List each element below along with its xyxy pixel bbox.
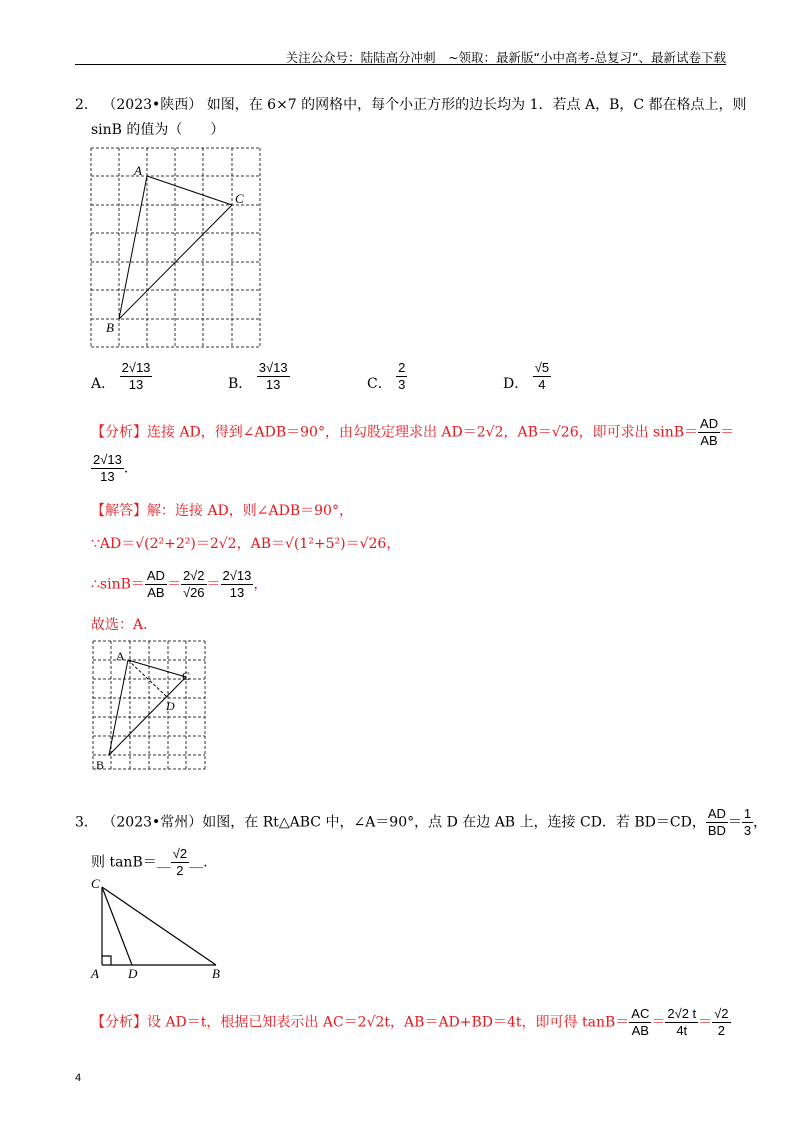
q3-analysis-f1-den: AB [631,1023,649,1038]
q3-label-d: D [128,966,138,981]
q2-option-b [228,360,290,393]
q2-solution-label-a: A [116,649,125,663]
q2-analysis-tag: 【分析】 [91,424,147,441]
q2-analysis-frac2 [91,452,124,485]
q2-number: 2． [75,97,98,113]
q2-solution-label-b: B [96,758,105,772]
q2-option-c-letter: C． [367,376,392,392]
q2-option-b-letter: B． [228,376,253,392]
q3-analysis-f2 [665,1006,698,1039]
q2-option-d [503,360,551,393]
q2-analysis-cont [91,452,128,485]
q3-analysis: 【分析】设 AD＝t，根据已知表示出 AC＝2√2t，AB＝AD+BD＝4t，即可得 tanB＝ $\frac{AC}{AB}$ ＝ $\frac{2√2 t}{4t}$ ＝ $\frac{√2}{2}$ [91,1006,729,1038]
q2-option-c-value [396,360,407,393]
q2-stem-line1 [75,96,747,114]
q3-analysis-f2-num: 2√2 t [667,1006,697,1021]
q3-analysis-text: 设 AD＝t，根据已知表示出 AC＝2√2t，AB＝AD+BD＝4t，即可得 tanB＝ [147,1014,630,1031]
q3-given-end: ， [753,814,768,831]
q2-label-b: B [106,320,114,335]
q2-analysis-eq: ＝ [720,424,735,441]
q2-answer: 故选：A． [91,617,158,633]
q3-analysis-f1 [629,1006,651,1039]
q2-analysis-end: . [123,460,129,477]
q2-solution-f1 [145,568,167,601]
q3-label-c: C [91,876,100,891]
q2-solution-sinb: ∴sinB＝ [91,576,145,593]
q2-solution-f1-num: AD [146,568,165,583]
header-divider [75,64,726,65]
q2-stem: 如图，在 6×7 的网格中，每个小正方形的边长均为 1．若点 A，B，C 都在格点上，则 [206,97,747,113]
q3-analysis-f3-num: √2 [714,1006,729,1021]
q3-ask-post: ＿. [189,854,208,871]
q3-answer-den: 2 [176,863,184,878]
q2-solution-line3: ∴sinB＝ $\frac{AD}{AB}$ ＝ $\frac{2√2}{√26}$ ＝ $\frac{2√13}{13}$ ， [91,568,268,600]
q3-analysis-f2-den: 4t [676,1023,688,1038]
q2-analysis-frac1 [698,416,720,449]
q3-label-b: B [212,966,220,981]
q2-solution-figure [90,638,212,774]
q2-analysis-frac1-num: AD [700,416,719,431]
q2-solution-label-c: C [182,669,191,683]
page-number: 4 [75,1072,82,1084]
q2-triangle [119,176,232,319]
q2-option-a-letter: A． [91,376,116,392]
q2-option-b-value [257,360,290,393]
q2-source: （2023•陕西） [102,97,203,113]
q2-analysis-frac2-num: 2√13 [93,452,122,467]
q2-analysis-text: 连接 AD，得到∠ADB＝90°，由勾股定理求出 AD＝2√2，AB＝√26，即可求出 sinB＝ [147,424,699,441]
q2-solution-f3-den: 13 [229,585,245,600]
q3-answer-num: √2 [172,846,188,861]
q2-grid-figure [88,145,268,355]
q2-option-a-value [120,360,153,393]
q2-label-a: A [134,163,142,178]
q2-solution-line2: ∵AD＝√(2²+2²)＝2√2，AB＝√(1²+5²)＝√26， [91,536,401,552]
q2-stem-line2: sinB 的值为（ ） [91,122,225,138]
q2-grid-lines [91,148,260,347]
q2-option-b-den: 13 [265,377,281,392]
q3-triangle [102,887,216,965]
q3-given-frac-den: BD [707,823,726,838]
q2-solution-f2-den: √26 [182,585,205,600]
q2-option-a-num: 2√13 [121,360,151,375]
q2-solution-f2 [181,568,207,601]
q2-analysis-frac1-den: AB [700,433,718,448]
q2-option-d-den: 4 [538,377,546,392]
q2-solution-label-d: D [166,699,175,713]
q2-solution-f2-num: 2√2 [182,568,205,583]
q3-given-val-num: 1 [743,806,752,821]
q2-analysis [91,416,734,449]
q2-option-c-num: 2 [398,360,406,375]
q3-given-frac-num: AD [707,806,726,821]
q2-solution-f3 [221,568,254,601]
q2-option-a [91,360,152,393]
q2-solution-tag: 【解答】 [91,503,147,519]
q2-solution-f1-den: AB [147,585,165,600]
q3-analysis-tag: 【分析】 [91,1014,147,1031]
q3-analysis-f3-den: 2 [717,1023,725,1038]
q3-stem [75,806,767,839]
q3-source: （2023•常州） [102,814,203,831]
q2-option-a-den: 13 [128,377,144,392]
q3-ask-pre: 则 tanB＝＿ [91,854,171,871]
q3-analysis-f3 [712,1006,730,1039]
q2-option-c-den: 3 [398,377,406,392]
q2-option-c [367,360,407,393]
q2-solution-text: 解：连接 AD，则∠ADB＝90°， [147,503,353,519]
page-header: 关注公众号：陆陆高分冲刺 ~领取：最新版“小中高考-总复习”、最新试卷下载 [285,50,726,65]
q2-option-b-num: 3√13 [258,360,288,375]
q2-solution-line1 [91,502,353,520]
q2-option-d-letter: D． [503,376,529,392]
q2-option-d-num: √5 [534,360,550,375]
q2-solution-f3-num: 2√13 [222,568,252,583]
q3-stem-text: 如图，在 Rt△ABC 中，∠A＝90°，点 D 在边 AB 上，连接 CD．若 BD＝CD， [202,814,706,831]
q2-option-d-value [533,360,551,393]
q3-given-val [742,806,753,839]
q3-label-a: A [91,966,99,981]
q3-number: 3． [75,814,98,831]
q3-given-val-den: 3 [743,823,752,838]
q2-analysis-frac2-den: 13 [100,469,115,484]
q2-label-c: C [235,191,244,206]
q3-triangle-figure [88,872,233,982]
q2-solution-end: ， [253,576,268,593]
q3-analysis-f1-num: AC [631,1006,650,1021]
q3-given-eq: ＝ [727,814,742,831]
q3-given-frac [706,806,728,839]
